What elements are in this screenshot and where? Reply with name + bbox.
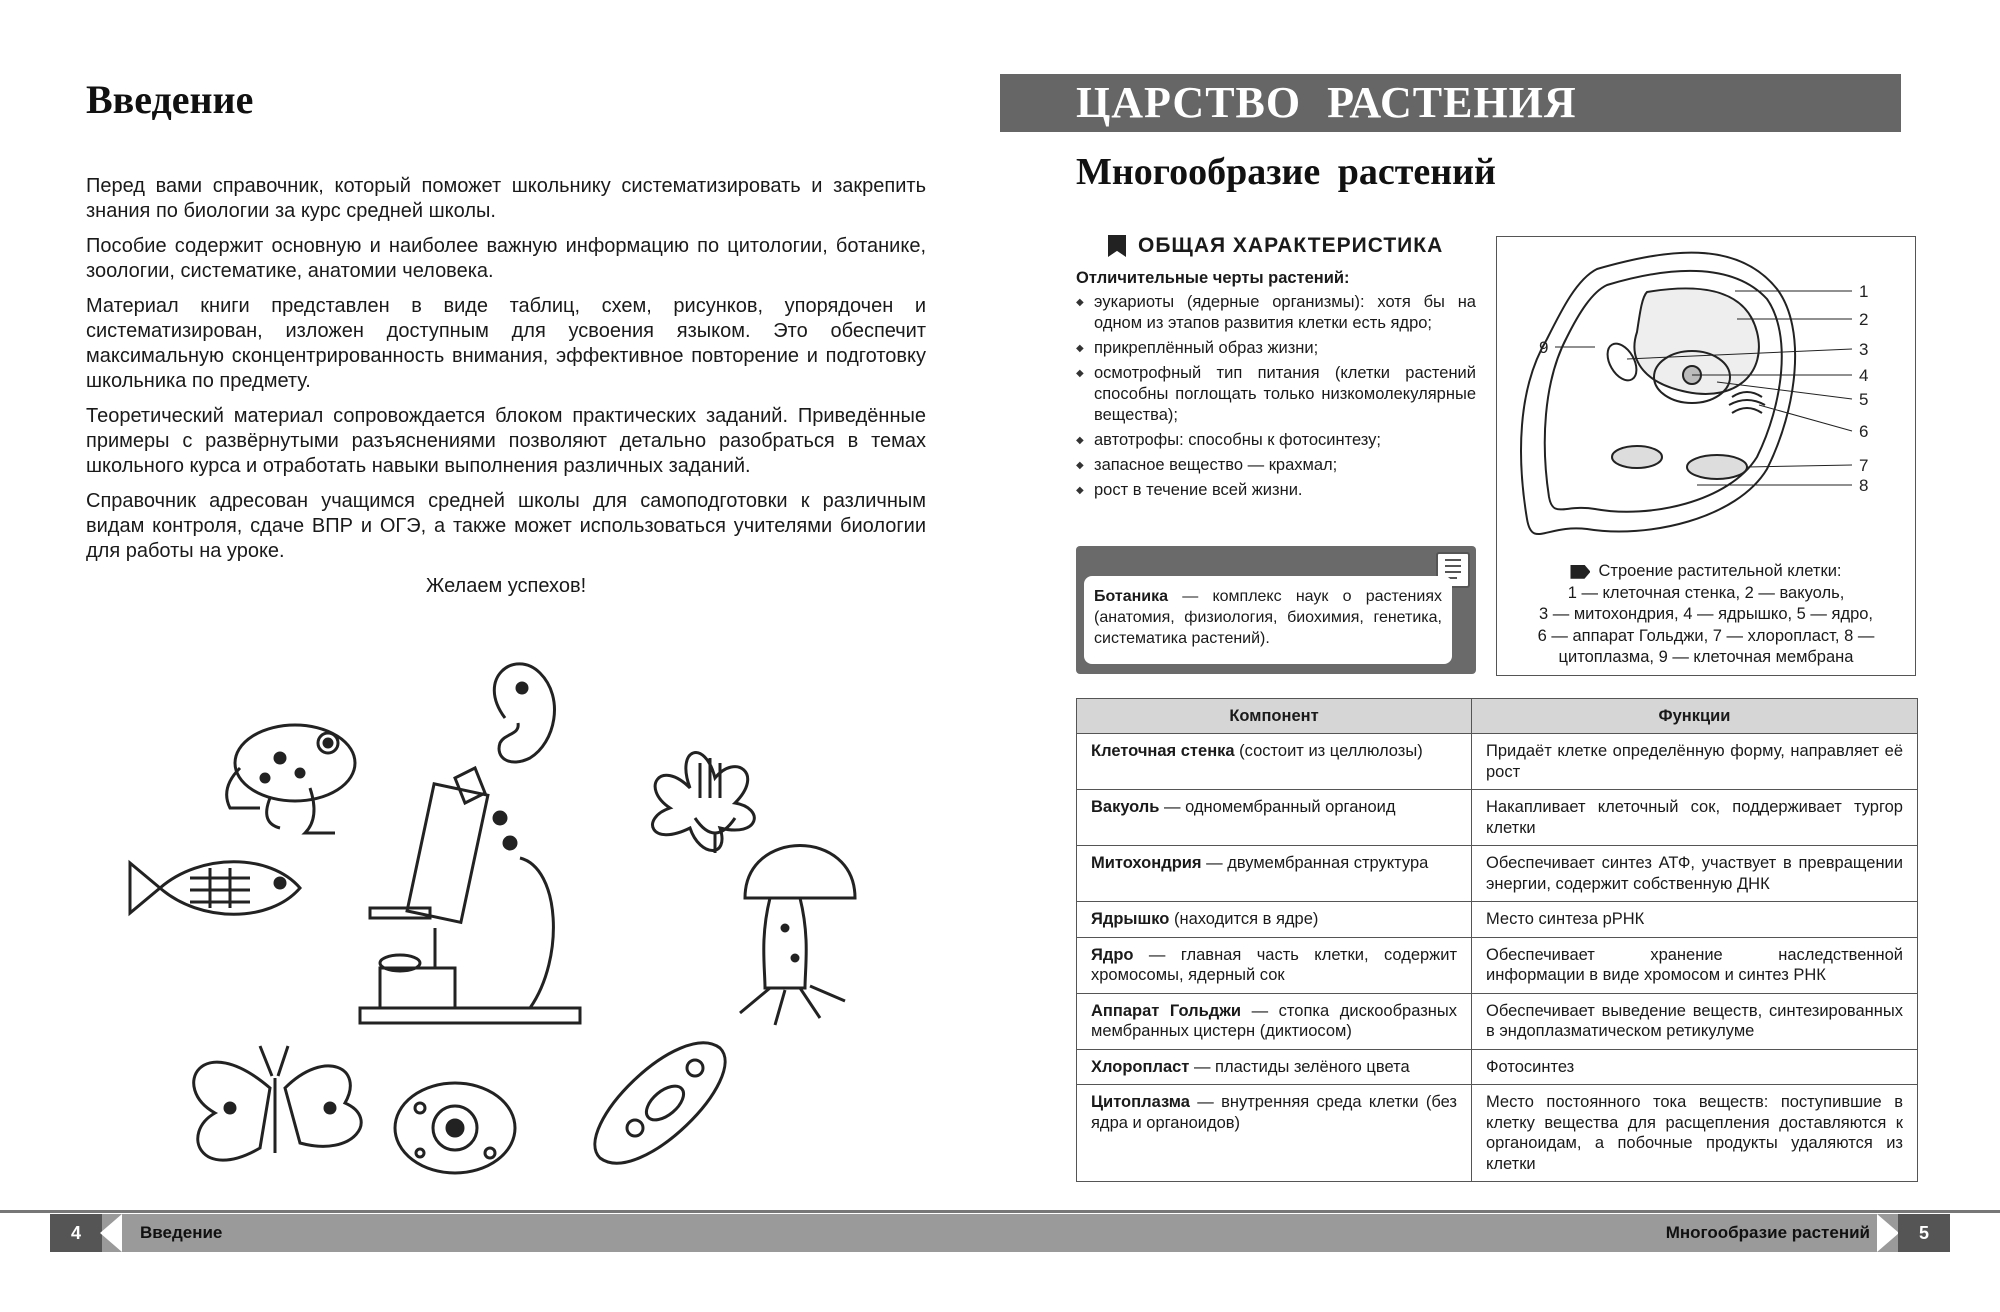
page-number-left: 4 <box>50 1214 102 1252</box>
component-term: Ядрышко <box>1091 910 1170 928</box>
list-item: ◆ рост в течение всей жизни. <box>1076 480 1476 501</box>
table-row <box>1077 1049 1918 1085</box>
chloroplast <box>1687 455 1747 479</box>
component-term: Вакуоль <box>1091 798 1160 816</box>
intro-paragraph: Перед вами справочник, который поможет школьнику систематизировать и закрепить знания по биологии за курс средней школы. <box>86 175 926 222</box>
chloroplast <box>1612 446 1662 468</box>
component-desc: — двумембранная структура <box>1201 854 1429 872</box>
kingdom-banner: ЦАРСТВО РАСТЕНИЯ <box>1000 74 1901 132</box>
caption-line: цитоплазма, 9 — клеточная мембрана <box>1558 648 1854 666</box>
intro-paragraph: Справочник адресован учащимся средней школы для самоподготовки к различным видам контроля, сдаче ВПР и ОГЭ, а также может использоваться учителями биологии для работы на уроке. <box>86 490 926 562</box>
table-row <box>1077 846 1918 902</box>
cell-label-5: 5 <box>1859 390 1869 409</box>
features-block <box>1076 268 1476 505</box>
component-cell <box>1077 790 1472 846</box>
function-cell: Место синтеза рРНК <box>1472 902 1918 938</box>
cell-label-6: 6 <box>1859 422 1869 441</box>
function-cell: Место постоянного тока веществ: поступившие в клетку вещества для расщепления доставляются к органоидам, а побочные продукты удаляются из клетки <box>1472 1085 1918 1182</box>
definition-text <box>1084 576 1452 664</box>
caption-line: 3 — митохондрия, 4 — ядрышко, 5 — ядро, <box>1538 605 1874 623</box>
paramecium-icon <box>595 1043 725 1163</box>
function-cell: Придаёт клетке определённую форму, направляет её рост <box>1472 734 1918 790</box>
intro-paragraph: Пособие содержит основную и наиболее важную информацию по цитологии, ботанике, зоологии, систематике, анатомии человека. <box>86 235 926 282</box>
component-cell <box>1077 734 1472 790</box>
component-cell <box>1077 937 1472 993</box>
general-heading <box>1108 234 1443 258</box>
column-header-functions: Функции <box>1472 699 1918 734</box>
list-item: ◆ осмотрофный тип питания (клетки растений способны поглощать только низкомолекулярные вещества); <box>1076 363 1476 426</box>
component-desc: — главная часть клетки, содержит хромосомы, ядерный сок <box>1091 945 1457 984</box>
component-desc: (находится в ядре) <box>1169 910 1319 928</box>
golgi <box>1729 392 1765 413</box>
component-term: Митохондрия <box>1091 854 1202 872</box>
component-cell <box>1077 902 1472 938</box>
table-row <box>1077 937 1918 993</box>
function-cell: Обеспечивает выведение веществ, синтезированных в эндоплазматическом ретикулуме <box>1472 993 1918 1049</box>
definition-box <box>1076 546 1476 674</box>
component-desc: — пластиды зелёного цвета <box>1189 1057 1410 1076</box>
butterfly-icon <box>194 1046 361 1160</box>
left-arrow-icon <box>100 1214 122 1252</box>
cell-label-9: 9 <box>1539 338 1549 357</box>
caption-line: 1 — клеточная стенка, 2 — вакуоль, <box>1567 583 1845 602</box>
function-cell: Фотосинтез <box>1472 1049 1918 1085</box>
component-term: Хлоропласт <box>1091 1057 1190 1076</box>
component-term: Цитоплазма <box>1091 1093 1190 1111</box>
component-cell <box>1077 1085 1472 1182</box>
component-desc: — внутренняя среда клетки (без ядра и органоидов) <box>1091 1093 1457 1132</box>
table-row <box>1077 1085 1918 1182</box>
caption-heading-text: Строение растительной клетки: <box>1598 562 1842 580</box>
components-table <box>1076 698 1918 1182</box>
cell-label-1: 1 <box>1859 282 1869 301</box>
definition-term: Ботаника <box>1094 588 1169 605</box>
footer-rule <box>0 1210 2000 1213</box>
plant-cell-diagram <box>1497 237 1917 557</box>
plant-cell-figure <box>1496 236 1916 676</box>
list-item: ◆ запасное вещество — крахмал; <box>1076 455 1476 476</box>
table-header-row <box>1077 699 1918 734</box>
biology-illustrations <box>120 658 940 1198</box>
page-title: Введение <box>86 77 254 122</box>
intro-paragraph: Теоретический материал сопровождается блоком практических заданий. Приведённые примеры с развёрнутыми разъяснениями позволяют детально разобраться в темах школьного курса и отработать навыки выполнения различных заданий. <box>86 405 926 477</box>
general-heading-text: ОБЩАЯ ХАРАКТЕРИСТИКА <box>1138 234 1444 257</box>
mushroom-icon <box>740 846 855 1026</box>
component-cell <box>1077 1049 1472 1085</box>
component-cell <box>1077 993 1472 1049</box>
intro-wish: Желаем успехов! <box>425 575 587 597</box>
page-number-right: 5 <box>1898 1214 1950 1252</box>
embryo-icon <box>494 664 554 762</box>
component-term: Клеточная стенка <box>1091 742 1235 760</box>
features-list <box>1076 292 1476 501</box>
component-term: Ядро <box>1091 945 1134 964</box>
component-desc: — стопка дискообразных мембранных цистерн (диктиосом) <box>1091 1001 1457 1040</box>
table-row <box>1077 734 1918 790</box>
section-title: Многообразие растений <box>1076 151 1496 193</box>
animal-cell-icon <box>395 1083 515 1173</box>
intro-text <box>86 174 926 609</box>
component-desc: — одномембранный органоид <box>1159 798 1396 816</box>
figure-caption <box>1497 561 1915 669</box>
caption-heading <box>1497 561 1915 583</box>
column-header-component: Компонент <box>1077 699 1472 734</box>
flower-icon <box>653 753 755 853</box>
cell-label-8: 8 <box>1859 476 1869 495</box>
table-row <box>1077 993 1918 1049</box>
function-cell: Накапливает клеточный сок, поддерживает тургор клетки <box>1472 790 1918 846</box>
caption-line: 6 — аппарат Гольджи, 7 — хлоропласт, 8 — <box>1537 626 1875 645</box>
cell-label-7: 7 <box>1859 456 1869 475</box>
list-item: ◆ эукариоты (ядерные организмы): хотя бы на одном из этапов развития клетки есть ядро; <box>1076 292 1476 334</box>
bookmark-icon <box>1108 235 1126 257</box>
fish-icon <box>130 862 300 915</box>
cell-label-4: 4 <box>1859 366 1869 385</box>
microscope-icon <box>360 768 580 1023</box>
footer-label-right: Многообразие растений <box>1665 1223 1870 1242</box>
frog-icon <box>227 725 355 833</box>
function-cell: Обеспечивает синтез АТФ, участвует в превращении энергии, содержит собственную ДНК <box>1472 846 1918 902</box>
cell-label-2: 2 <box>1859 310 1869 329</box>
footer-label-left: Введение <box>140 1223 223 1242</box>
table-row <box>1077 790 1918 846</box>
right-page <box>1000 0 2000 1312</box>
component-term: Аппарат Гольджи <box>1091 1001 1242 1020</box>
definition-body: — комплекс наук о растениях (анатомия, физиология, биохимия, генетика, систематика растений). <box>1094 588 1442 647</box>
list-item: ◆ прикреплённый образ жизни; <box>1076 338 1476 359</box>
component-desc: (состоит из целлюлозы) <box>1234 742 1423 760</box>
tag-icon <box>1570 565 1590 579</box>
intro-paragraph: Материал книги представлен в виде таблиц, схем, рисунков, упорядочен и систематизирован, изложен доступным для усвоения языком. Это обеспечит максимальную сконцентрированность внимания, эффективное повторение и подготовку школьника по предмету. <box>86 295 926 392</box>
cell-label-3: 3 <box>1859 340 1869 359</box>
function-cell: Обеспечивает хранение наследственной информации в виде хромосом и синтез РНК <box>1472 937 1918 993</box>
component-cell <box>1077 846 1472 902</box>
right-arrow-icon <box>1877 1214 1899 1252</box>
table-row <box>1077 902 1918 938</box>
list-item: ◆ автотрофы: способны к фотосинтезу; <box>1076 430 1476 451</box>
features-title: Отличительные черты растений: <box>1076 269 1350 287</box>
